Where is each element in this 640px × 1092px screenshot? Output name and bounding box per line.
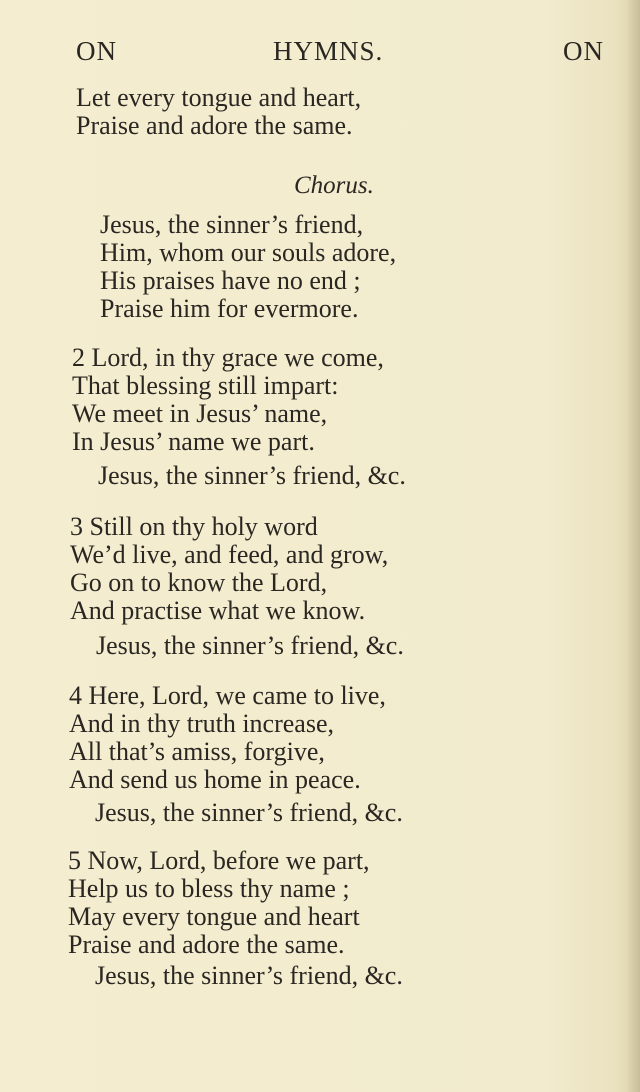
verse-3 bbox=[70, 513, 388, 625]
chorus-line: Him, whom our souls adore, bbox=[100, 238, 397, 267]
header-title: HYMNS. bbox=[273, 36, 384, 66]
verse-line: All that’s amiss, forgive, bbox=[69, 737, 325, 766]
verse-line: May every tongue and heart bbox=[68, 902, 360, 931]
verse-line: And send us home in peace. bbox=[69, 765, 361, 794]
verse-2 bbox=[72, 344, 384, 456]
header-left: ON bbox=[76, 36, 117, 66]
verse-5-refrain: Jesus, the sinner’s friend, &c. bbox=[95, 961, 403, 990]
verse-line: 2 Lord, in thy grace we come, bbox=[72, 343, 384, 372]
chorus-line: Jesus, the sinner’s friend, bbox=[100, 210, 364, 239]
verse-4-refrain: Jesus, the sinner’s friend, &c. bbox=[95, 798, 403, 827]
opening-lines bbox=[76, 84, 361, 140]
verse-line: And in thy truth increase, bbox=[69, 709, 334, 738]
page-edge-shadow bbox=[626, 0, 640, 1092]
verse-line: Praise and adore the same. bbox=[76, 111, 353, 140]
chorus-heading: Chorus. bbox=[294, 172, 374, 199]
verse-line: We meet in Jesus’ name, bbox=[72, 399, 328, 428]
verse-line: That blessing still impart: bbox=[72, 371, 339, 400]
verse-2-refrain: Jesus, the sinner’s friend, &c. bbox=[98, 461, 406, 490]
verse-line: And practise what we know. bbox=[70, 596, 366, 625]
chorus-line: His praises have no end ; bbox=[100, 266, 361, 295]
verse-line: In Jesus’ name we part. bbox=[72, 427, 315, 456]
verse-line: Go on to know the Lord, bbox=[70, 568, 328, 597]
verse-4 bbox=[69, 682, 386, 794]
verse-line: 5 Now, Lord, before we part, bbox=[68, 846, 370, 875]
verse-line: 3 Still on thy holy word bbox=[70, 512, 318, 541]
chorus-block bbox=[100, 211, 396, 323]
verse-3-refrain: Jesus, the sinner’s friend, &c. bbox=[96, 631, 404, 660]
chorus-line: Praise him for evermore. bbox=[100, 294, 359, 323]
verse-line: Praise and adore the same. bbox=[68, 930, 345, 959]
header-right: ON bbox=[563, 36, 604, 66]
verse-line: 4 Here, Lord, we came to live, bbox=[69, 681, 386, 710]
verse-line: Help us to bless thy name ; bbox=[68, 874, 350, 903]
verse-5 bbox=[68, 847, 370, 959]
verse-line: We’d live, and feed, and grow, bbox=[70, 540, 389, 569]
verse-line: Let every tongue and heart, bbox=[76, 83, 362, 112]
